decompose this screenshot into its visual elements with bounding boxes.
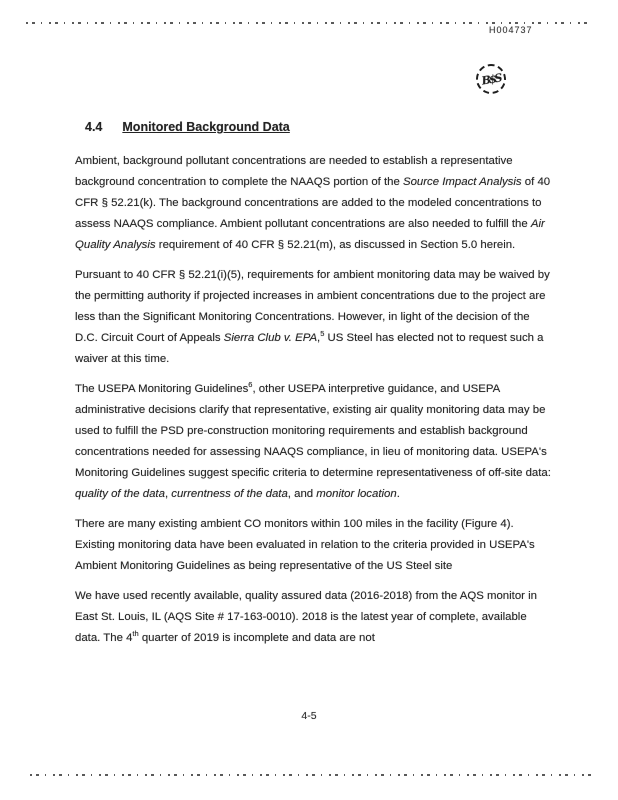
body-paragraphs bbox=[75, 151, 554, 649]
text-segment: US Steel has elected not to request such a waiver at this time. bbox=[75, 332, 544, 365]
paragraph bbox=[75, 151, 554, 256]
text-segment: Source Impact Analysis bbox=[403, 176, 522, 188]
text-segment: There are many existing ambient CO monitors within 100 miles in the facility (Figure 4). Existing monitoring data have been evaluated in relation to the criteria provided in USEPA's Ambient Monitoring Guidelines as being representative of the US Steel site bbox=[75, 518, 535, 572]
section-number: 4.4 bbox=[85, 120, 103, 134]
paragraph bbox=[75, 265, 554, 370]
text-segment: requirement of 40 CFR § 52.21(m), as discussed in Section 5.0 herein. bbox=[155, 239, 516, 251]
page-content bbox=[75, 120, 554, 658]
text-segment: monitor location bbox=[316, 488, 397, 500]
text-segment: Air Quality Analysis bbox=[75, 218, 545, 251]
text-segment: , bbox=[164, 488, 172, 500]
section-heading bbox=[85, 120, 554, 134]
bates-number: H004737 bbox=[489, 25, 533, 35]
text-segment: , bbox=[317, 332, 321, 344]
text-segment: . bbox=[396, 488, 400, 500]
section-title: Monitored Background Data bbox=[122, 120, 290, 134]
text-segment: of 40 CFR § 52.21(k). The background concentrations are added to the modeled concentrations to assess NAAQS compliance. Ambient pollutant concentrations are also needed to fulfill the bbox=[75, 176, 551, 230]
perforation-edge-top bbox=[26, 22, 592, 24]
text-segment: , other USEPA interpretive guidance, and USEPA administrative decisions clarify that representative, existing air quality monitoring data may be used to fulfill the PSD pre-construction monitoring requirements and establish background concentrations needed for assessing NAAQS compliance, in lieu of monitoring data. USEPA's Monitoring Guidelines suggest specific criteria to determine representativeness of off-site data: bbox=[75, 383, 551, 479]
footnote-ref: 5 bbox=[320, 329, 325, 339]
text-segment: currentness of the data bbox=[171, 488, 288, 500]
paragraph bbox=[75, 379, 554, 505]
text-segment: Ambient, background pollutant concentrations are needed to establish a representative background concentration to complete the NAAQS portion of the bbox=[75, 155, 513, 188]
text-segment: , and bbox=[287, 488, 317, 500]
paragraph bbox=[75, 586, 554, 649]
text-segment: quarter of 2019 is incomplete and data are not bbox=[138, 632, 375, 644]
seal-stamp-icon bbox=[474, 62, 509, 97]
text-segment: We have used recently available, quality assured data (2016-2018) from the AQS monitor in East St. Louis, IL (AQS Site # 17-163-0010). 2018 is the latest year of complete, available data. The 4 bbox=[75, 590, 537, 644]
page-number: 4-5 bbox=[301, 710, 317, 722]
seal-stamp-text: B$S bbox=[480, 70, 502, 88]
text-segment: quality of the data bbox=[75, 488, 165, 500]
footnote-ref: 6 bbox=[248, 380, 253, 390]
text-segment: The USEPA Monitoring Guidelines bbox=[75, 383, 249, 395]
text-segment: Pursuant to 40 CFR § 52.21(i)(5), requirements for ambient monitoring data may be waived by the permitting authority if projected increases in ambient concentrations due to the project are less than the Significant Monitoring Concentrations. However, in light of the decision of the D.C. Circuit Court of Appeals bbox=[75, 269, 550, 344]
footnote-ref: th bbox=[132, 629, 139, 639]
perforation-edge-bottom bbox=[30, 774, 592, 776]
text-segment: Sierra Club v. EPA bbox=[223, 332, 318, 344]
paragraph bbox=[75, 514, 554, 577]
